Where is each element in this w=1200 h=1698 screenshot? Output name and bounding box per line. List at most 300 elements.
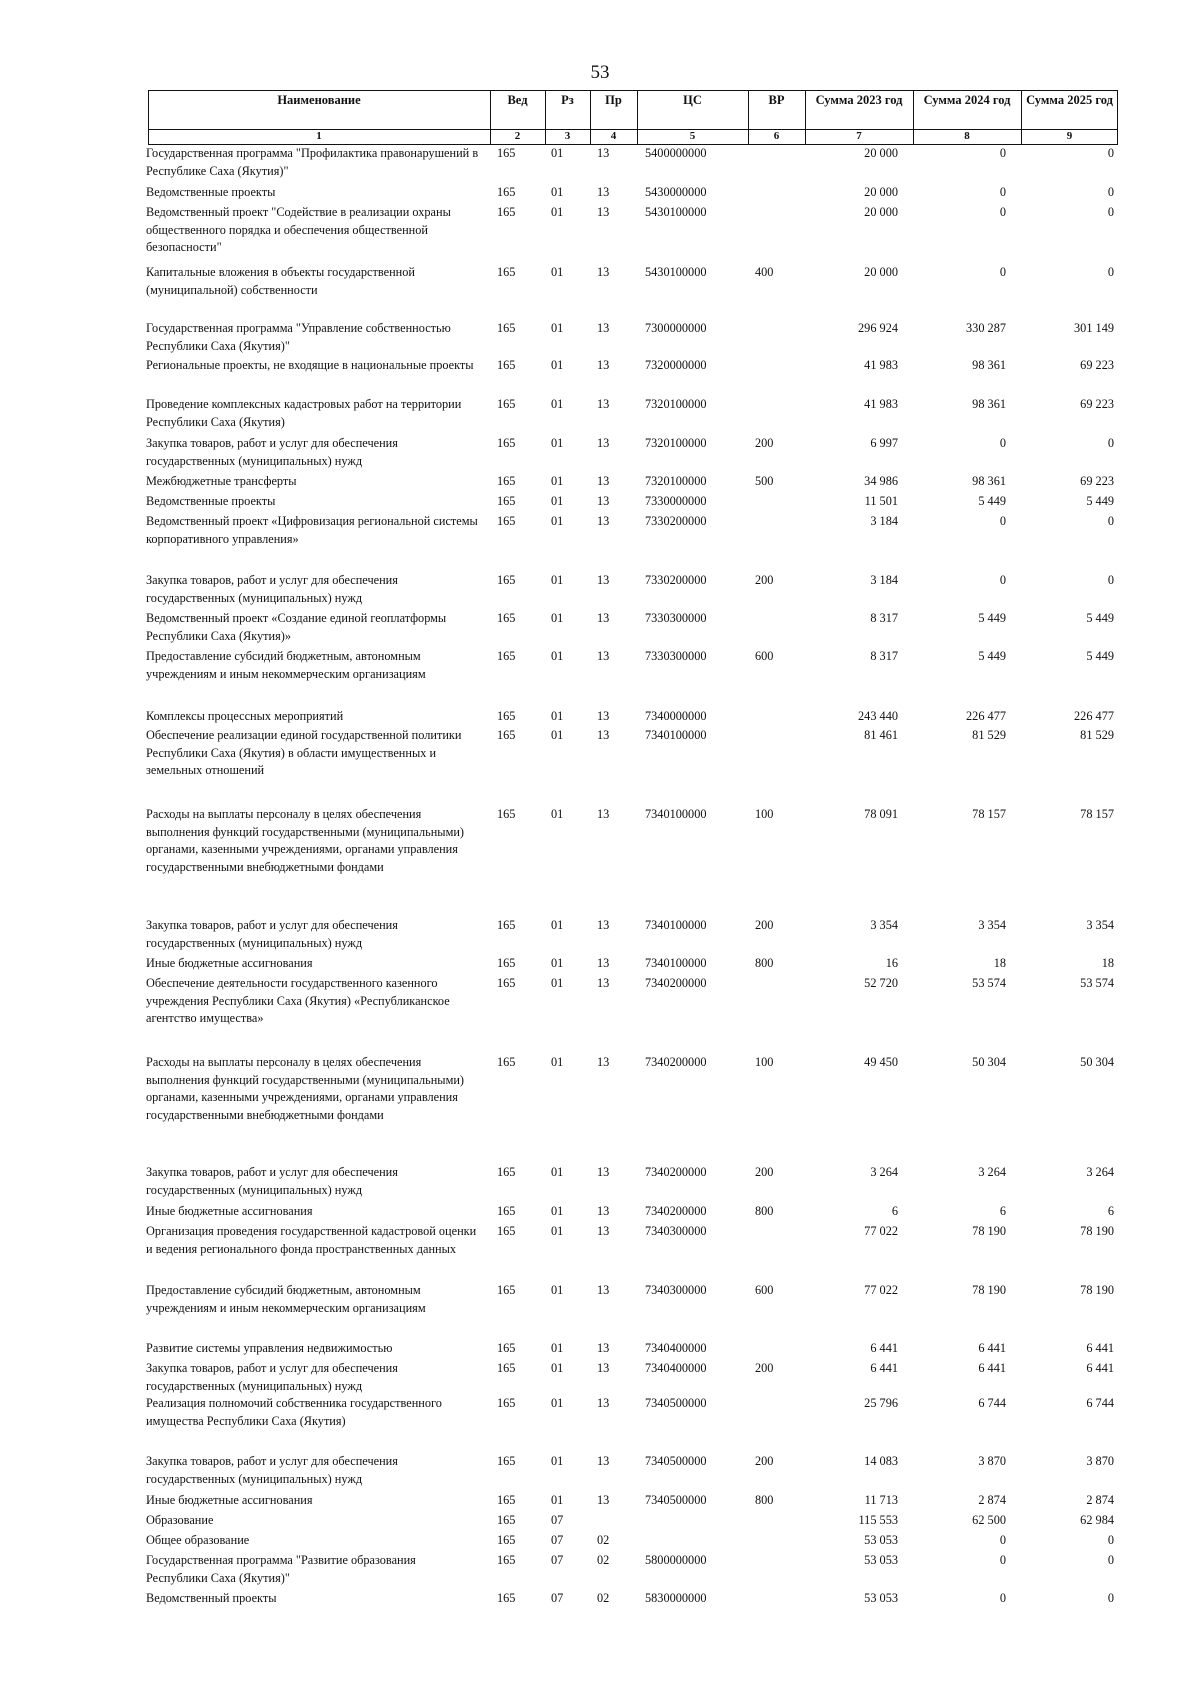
cell-s24: 50 304 [972,1055,1006,1069]
cell-rz: 01 [551,185,564,199]
cell-s24: 78 190 [972,1283,1006,1297]
cell-pr: 02 [597,1533,610,1547]
cell-s25: 5 449 [1086,649,1114,663]
cell-s25: 3 354 [1086,918,1114,932]
cell-ved: 165 [497,358,516,372]
cell-s23: 78 091 [864,807,898,821]
column-number: 4 [610,130,617,142]
cell-s23: 243 440 [858,709,898,723]
cell-ved: 165 [497,1224,516,1238]
cell-s24: 0 [999,265,1006,279]
row-name: Предоставление субсидий бюджетным, автономным учреждениям и иным некоммерческим организациям [146,1283,426,1315]
column-number: 2 [514,130,521,142]
cell-s25: 18 [1101,956,1114,970]
column-header: Пр [605,93,622,107]
cell-s25: 0 [1107,146,1114,160]
cell-rz: 01 [551,976,564,990]
cell-s24: 98 361 [972,397,1006,411]
cell-rz: 01 [551,807,564,821]
column-number: 8 [964,130,970,142]
cell-s23: 34 986 [864,474,898,488]
cell-ved: 165 [497,807,516,821]
row-name: Расходы на выплаты персоналу в целях обеспечения выполнения функций государственными (муниципальными) органами, казенными учреждениями, органами управления государственными внебюджетными фондами [146,1055,465,1122]
cell-rz: 01 [551,1224,564,1238]
cell-rz: 01 [551,1204,564,1218]
cell-s23: 8 317 [870,611,898,625]
column-header: ВР [768,93,785,107]
cell-s23: 3 354 [870,918,898,932]
cell-s23: 115 553 [858,1513,898,1527]
cell-s24: 3 870 [978,1454,1006,1468]
cell-pr: 13 [597,956,610,970]
cell-s24: 98 361 [972,358,1006,372]
cell-s23: 11 713 [864,1493,898,1507]
column-number: 1 [316,130,322,142]
cell-cs: 7340200000 [645,1055,707,1069]
cell-rz: 01 [551,918,564,932]
cell-vr: 200 [755,1165,774,1179]
cell-ved: 165 [497,1055,516,1069]
cell-cs: 7340300000 [645,1283,707,1297]
cell-rz: 01 [551,956,564,970]
cell-ved: 165 [497,514,516,528]
cell-rz: 01 [551,1341,564,1355]
cell-s23: 20 000 [864,205,898,219]
row-name: Комплексы процессных мероприятий [146,709,344,723]
cell-cs: 7320000000 [645,358,707,372]
cell-pr: 13 [597,474,610,488]
cell-s23: 52 720 [864,976,898,990]
cell-s25: 69 223 [1080,358,1114,372]
cell-s25: 69 223 [1080,474,1114,488]
cell-pr: 13 [597,1493,610,1507]
cell-vr: 500 [755,474,774,488]
cell-s25: 0 [1107,436,1114,450]
cell-rz: 01 [551,397,564,411]
cell-cs: 7340000000 [645,709,707,723]
cell-s24: 6 441 [978,1341,1006,1355]
cell-s23: 14 083 [864,1454,898,1468]
cell-pr: 13 [597,1283,610,1297]
cell-s24: 5 449 [978,611,1006,625]
cell-pr: 13 [597,573,610,587]
cell-pr: 13 [597,494,610,508]
cell-pr: 13 [597,649,610,663]
cell-ved: 165 [497,474,516,488]
cell-s23: 20 000 [864,185,898,199]
row-name: Ведомственные проекты [146,185,276,199]
cell-s23: 53 053 [864,1591,898,1605]
cell-rz: 01 [551,649,564,663]
cell-pr: 13 [597,1224,610,1238]
cell-ved: 165 [497,1204,516,1218]
cell-s23: 53 053 [864,1533,898,1547]
row-name: Государственная программа "Развитие образования Республики Саха (Якутия)" [146,1553,416,1585]
column-number: 5 [689,130,696,142]
row-name: Развитие системы управления недвижимостью [146,1341,393,1355]
cell-vr: 600 [755,1283,774,1297]
cell-s23: 6 [891,1204,898,1218]
column-header: Рз [561,93,574,107]
cell-vr: 200 [755,1454,774,1468]
cell-s25: 53 574 [1080,976,1114,990]
row-name: Иные бюджетные ассигнования [146,1493,313,1507]
cell-cs: 5400000000 [645,146,707,160]
cell-s24: 0 [999,1591,1006,1605]
cell-ved: 165 [497,1513,516,1527]
cell-rz: 01 [551,709,564,723]
cell-s23: 25 796 [864,1396,898,1410]
column-number: 7 [856,130,862,142]
cell-s25: 0 [1107,573,1114,587]
cell-pr: 13 [597,1396,610,1410]
cell-s23: 53 053 [864,1553,898,1567]
cell-pr: 13 [597,321,610,335]
column-number: 9 [1066,130,1073,142]
row-name: Реализация полномочий собственника государственного имущества Республики Саха (Якутия) [146,1396,442,1428]
cell-ved: 165 [497,1341,516,1355]
column-header: Сумма 2023 год [815,93,903,107]
cell-ved: 165 [497,956,516,970]
cell-s24: 5 449 [978,649,1006,663]
cell-rz: 07 [551,1513,564,1527]
cell-s25: 5 449 [1086,611,1114,625]
cell-s25: 6 441 [1086,1361,1114,1375]
cell-s23: 3 184 [870,514,898,528]
cell-cs: 7340500000 [645,1454,707,1468]
cell-pr: 13 [597,265,610,279]
cell-s25: 0 [1107,185,1114,199]
cell-vr: 400 [755,265,774,279]
column-header: ЦС [683,93,702,107]
row-name: Государственная программа "Профилактика правонарушений в Республике Саха (Якутия)" [146,146,479,178]
cell-vr: 100 [755,1055,774,1069]
cell-s25: 5 449 [1086,494,1114,508]
cell-s23: 11 501 [864,494,898,508]
cell-cs: 7330200000 [645,573,707,587]
cell-pr: 13 [597,976,610,990]
cell-s23: 77 022 [864,1283,898,1297]
cell-rz: 01 [551,1454,564,1468]
cell-pr: 13 [597,1165,610,1179]
cell-cs: 7340200000 [645,1204,707,1218]
cell-s24: 226 477 [966,709,1006,723]
column-header: Сумма 2024 год [923,93,1011,107]
cell-s25: 69 223 [1080,397,1114,411]
column-header: Сумма 2025 год [1026,93,1113,107]
cell-rz: 01 [551,514,564,528]
cell-rz: 01 [551,573,564,587]
cell-s23: 77 022 [864,1224,898,1238]
row-name: Иные бюджетные ассигнования [146,956,313,970]
cell-pr: 13 [597,1204,610,1218]
cell-s24: 0 [999,1533,1006,1547]
cell-s23: 41 983 [864,397,898,411]
row-name: Региональные проекты, не входящие в национальные проекты [146,358,474,372]
cell-cs: 7340200000 [645,976,707,990]
cell-s23: 20 000 [864,265,898,279]
cell-pr: 13 [597,397,610,411]
cell-vr: 200 [755,436,774,450]
cell-pr: 13 [597,146,610,160]
cell-rz: 01 [551,474,564,488]
row-name: Обеспечение реализации единой государственной политики Республики Саха (Якутия) в области имущественных и земельных отношений [146,728,462,777]
cell-s24: 0 [999,146,1006,160]
cell-pr: 02 [597,1553,610,1567]
cell-vr: 600 [755,649,774,663]
row-name: Закупка товаров, работ и услуг для обеспечения государственных (муниципальных) нужд [146,573,398,605]
cell-s25: 6 [1107,1204,1114,1218]
cell-cs: 7330200000 [645,514,707,528]
cell-cs: 7320100000 [645,397,707,411]
cell-pr: 13 [597,1341,610,1355]
cell-s24: 78 157 [972,807,1006,821]
cell-s25: 0 [1107,514,1114,528]
cell-pr: 13 [597,205,610,219]
cell-s25: 78 190 [1080,1224,1114,1238]
cell-s24: 18 [993,956,1006,970]
cell-pr: 13 [597,514,610,528]
cell-cs: 5430100000 [645,205,707,219]
cell-ved: 165 [497,321,516,335]
row-name: Проведение комплексных кадастровых работ на территории Республики Саха (Якутия) [146,397,462,429]
cell-cs: 5430100000 [645,265,707,279]
cell-s23: 6 441 [870,1361,898,1375]
cell-s23: 8 317 [870,649,898,663]
cell-s25: 50 304 [1080,1055,1114,1069]
row-name: Ведомственный проекты [146,1591,277,1605]
cell-s24: 330 287 [966,321,1006,335]
cell-ved: 165 [497,146,516,160]
cell-s25: 0 [1107,1591,1114,1605]
cell-ved: 165 [497,918,516,932]
cell-cs: 7300000000 [645,321,707,335]
row-name: Закупка товаров, работ и услуг для обеспечения государственных (муниципальных) нужд [146,436,398,468]
cell-cs: 7320100000 [645,474,707,488]
cell-s24: 6 744 [978,1396,1006,1410]
cell-ved: 165 [497,436,516,450]
cell-s24: 6 441 [978,1361,1006,1375]
cell-s24: 0 [999,205,1006,219]
row-name: Ведомственный проект "Содействие в реализации охраны общественного порядка и обеспечения общественной безопасности" [146,205,451,254]
cell-ved: 165 [497,1361,516,1375]
row-name: Общее образование [146,1533,250,1547]
cell-s24: 81 529 [972,728,1006,742]
cell-ved: 165 [497,728,516,742]
cell-cs: 7340100000 [645,956,707,970]
cell-s25: 226 477 [1074,709,1114,723]
page-number: 53 [590,62,610,83]
cell-s24: 0 [999,1553,1006,1567]
cell-ved: 165 [497,1283,516,1297]
cell-ved: 165 [497,573,516,587]
cell-cs: 7340200000 [645,1165,707,1179]
cell-s24: 3 264 [978,1165,1006,1179]
cell-s25: 6 441 [1086,1341,1114,1355]
cell-pr: 13 [597,918,610,932]
cell-rz: 01 [551,494,564,508]
cell-rz: 01 [551,1493,564,1507]
cell-s24: 5 449 [978,494,1006,508]
cell-pr: 13 [597,358,610,372]
cell-ved: 165 [497,1493,516,1507]
cell-rz: 01 [551,321,564,335]
cell-ved: 165 [497,649,516,663]
cell-s25: 2 874 [1086,1493,1114,1507]
cell-cs: 7340400000 [645,1361,707,1375]
row-name: Государственная программа "Управление собственностью Республики Саха (Якутия)" [146,321,451,353]
row-name: Закупка товаров, работ и услуг для обеспечения государственных (муниципальных) нужд [146,1165,398,1197]
cell-s23: 6 441 [870,1341,898,1355]
cell-s24: 62 500 [972,1513,1006,1527]
cell-cs: 5800000000 [645,1553,707,1567]
cell-ved: 165 [497,1396,516,1410]
cell-s25: 0 [1107,1553,1114,1567]
row-name: Образование [146,1513,214,1527]
cell-s23: 49 450 [864,1055,898,1069]
cell-s25: 301 149 [1074,321,1114,335]
cell-cs: 5430000000 [645,185,707,199]
cell-s23: 3 184 [870,573,898,587]
cell-s25: 0 [1107,205,1114,219]
cell-ved: 165 [497,1165,516,1179]
row-name: Ведомственный проект «Цифровизация региональной системы корпоративного управления» [146,514,478,546]
cell-ved: 165 [497,494,516,508]
row-name: Капитальные вложения в объекты государственной (муниципальной) собственности [146,265,415,297]
cell-s25: 0 [1107,265,1114,279]
cell-rz: 01 [551,728,564,742]
cell-s23: 6 997 [870,436,898,450]
cell-rz: 01 [551,1283,564,1297]
cell-cs: 7330000000 [645,494,707,508]
cell-s25: 0 [1107,1533,1114,1547]
cell-pr: 13 [597,728,610,742]
cell-rz: 01 [551,1361,564,1375]
cell-rz: 01 [551,1165,564,1179]
cell-vr: 200 [755,1361,774,1375]
cell-rz: 01 [551,1055,564,1069]
cell-s24: 98 361 [972,474,1006,488]
cell-s25: 78 190 [1080,1283,1114,1297]
cell-s24: 0 [999,514,1006,528]
cell-rz: 01 [551,611,564,625]
cell-ved: 165 [497,1454,516,1468]
cell-s23: 41 983 [864,358,898,372]
row-name: Закупка товаров, работ и услуг для обеспечения государственных (муниципальных) нужд [146,918,398,950]
column-number: 3 [564,130,571,142]
cell-rz: 07 [551,1533,564,1547]
cell-ved: 165 [497,1591,516,1605]
cell-cs: 5830000000 [645,1591,707,1605]
cell-cs: 7340100000 [645,918,707,932]
cell-s23: 296 924 [858,321,898,335]
cell-s25: 78 157 [1080,807,1114,821]
cell-s24: 0 [999,185,1006,199]
cell-s25: 62 984 [1080,1513,1114,1527]
cell-vr: 100 [755,807,774,821]
cell-rz: 07 [551,1591,564,1605]
row-name: Межбюджетные трансферты [146,474,297,488]
cell-pr: 13 [597,807,610,821]
row-name: Закупка товаров, работ и услуг для обеспечения государственных (муниципальных) нужд [146,1361,398,1393]
cell-rz: 01 [551,265,564,279]
cell-rz: 01 [551,205,564,219]
cell-cs: 7330300000 [645,611,707,625]
cell-vr: 800 [755,1493,774,1507]
cell-ved: 165 [497,1553,516,1567]
row-name: Иные бюджетные ассигнования [146,1204,313,1218]
row-name: Обеспечение деятельности государственного казенного учреждения Республики Саха (Якутия) «Республиканское агентство имущества» [146,976,450,1025]
cell-rz: 01 [551,146,564,160]
row-name: Предоставление субсидий бюджетным, автономным учреждениям и иным некоммерческим организациям [146,649,426,681]
cell-ved: 165 [497,611,516,625]
cell-s25: 81 529 [1080,728,1114,742]
cell-s24: 0 [999,436,1006,450]
cell-rz: 07 [551,1553,564,1567]
cell-cs: 7340300000 [645,1224,707,1238]
cell-ved: 165 [497,397,516,411]
cell-s24: 6 [999,1204,1006,1218]
cell-s23: 81 461 [864,728,898,742]
column-header: Наименование [277,93,361,107]
cell-pr: 02 [597,1591,610,1605]
cell-pr: 13 [597,611,610,625]
cell-pr: 13 [597,1361,610,1375]
cell-s25: 6 744 [1086,1396,1114,1410]
cell-s24: 0 [999,573,1006,587]
cell-s23: 20 000 [864,146,898,160]
cell-cs: 7340500000 [645,1493,707,1507]
cell-cs: 7340100000 [645,728,707,742]
cell-vr: 200 [755,573,774,587]
cell-rz: 01 [551,436,564,450]
cell-ved: 165 [497,1533,516,1547]
row-name: Ведомственные проекты [146,494,276,508]
cell-cs: 7340400000 [645,1341,707,1355]
row-name: Организация проведения государственной кадастровой оценки и ведения регионального фонда пространственных данных [146,1224,477,1256]
cell-cs: 7340100000 [645,807,707,821]
row-name: Ведомственный проект «Создание единой геоплатформы Республики Саха (Якутия)» [146,611,447,643]
cell-pr: 13 [597,1055,610,1069]
cell-s24: 78 190 [972,1224,1006,1238]
row-name: Расходы на выплаты персоналу в целях обеспечения выполнения функций государственными (муниципальными) органами, казенными учреждениями, органами управления государственными внебюджетными фондами [146,807,465,874]
cell-s25: 3 870 [1086,1454,1114,1468]
cell-cs: 7320100000 [645,436,707,450]
cell-s24: 3 354 [978,918,1006,932]
cell-ved: 165 [497,265,516,279]
cell-rz: 01 [551,1396,564,1410]
cell-pr: 13 [597,436,610,450]
cell-ved: 165 [497,205,516,219]
cell-rz: 01 [551,358,564,372]
cell-pr: 13 [597,709,610,723]
column-number: 6 [773,130,780,142]
cell-s24: 2 874 [978,1493,1006,1507]
cell-s23: 16 [885,956,898,970]
row-name: Закупка товаров, работ и услуг для обеспечения государственных (муниципальных) нужд [146,1454,398,1486]
cell-s25: 3 264 [1086,1165,1114,1179]
cell-ved: 165 [497,976,516,990]
cell-pr: 13 [597,1454,610,1468]
cell-pr: 13 [597,185,610,199]
cell-s23: 3 264 [870,1165,898,1179]
cell-ved: 165 [497,709,516,723]
cell-cs: 7340500000 [645,1396,707,1410]
cell-vr: 800 [755,956,774,970]
column-header: Вед [507,93,528,107]
cell-vr: 800 [755,1204,774,1218]
cell-ved: 165 [497,185,516,199]
